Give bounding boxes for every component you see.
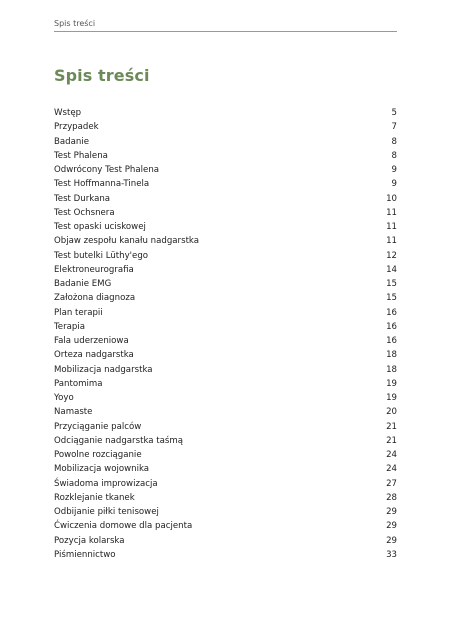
toc-entry-page: 33 — [386, 549, 397, 560]
running-header: Spis treści — [54, 19, 96, 28]
toc-entry[interactable] — [54, 320, 397, 334]
toc-entry-page: 11 — [386, 222, 397, 232]
toc-entry-page: 18 — [386, 350, 397, 361]
toc-entry-title: Yoyo — [54, 393, 74, 403]
toc-entry-page: 9 — [391, 179, 397, 190]
toc-entry[interactable] — [54, 377, 397, 391]
toc-entry[interactable] — [54, 491, 397, 505]
toc-entry-page: 5 — [391, 108, 397, 118]
toc-entry-page: 16 — [386, 307, 397, 318]
toc-entry[interactable] — [54, 177, 397, 191]
toc-entry-title: Powolne rozciąganie — [54, 450, 142, 460]
toc-entry-title: Piśmiennictwo — [54, 549, 116, 560]
toc-entry-title: Plan terapii — [54, 307, 103, 318]
toc-entry-title: Elektroneurografia — [54, 264, 134, 275]
toc-entry-title: Badanie — [54, 136, 90, 147]
toc-entry[interactable] — [54, 263, 397, 277]
toc-entry[interactable] — [54, 149, 397, 163]
toc-entry-title: Przypadek — [54, 122, 99, 133]
toc-entry[interactable] — [54, 220, 397, 234]
toc-entry-page: 11 — [386, 236, 397, 247]
toc-entry-page: 11 — [386, 207, 397, 218]
toc-entry-page: 29 — [386, 521, 397, 532]
toc-entry-page: 15 — [386, 279, 397, 289]
toc-entry-title: Ćwiczenia domowe dla pacjenta — [54, 521, 193, 532]
toc-entry-page: 10 — [386, 193, 397, 204]
toc-entry-title: Badanie EMG — [54, 279, 112, 289]
toc-entry[interactable] — [54, 192, 397, 206]
toc-entry-title: Mobilizacja nadgarstka — [54, 364, 153, 375]
toc-entry[interactable] — [54, 405, 397, 419]
toc-entry-title: Test Hoffmanna-Tinela — [54, 179, 150, 190]
toc-entry[interactable] — [54, 534, 397, 548]
toc-entry-page: 12 — [386, 250, 397, 261]
toc-entry-page: 9 — [391, 165, 397, 175]
toc-entry[interactable] — [54, 448, 397, 462]
toc-entry[interactable] — [54, 206, 397, 220]
toc-entry-title: Świadoma improwizacja — [54, 478, 158, 489]
toc-entry-title: Odwrócony Test Phalena — [54, 165, 160, 175]
header-divider — [54, 31, 397, 32]
toc-entry-page: 24 — [386, 464, 397, 475]
toc-entry-title: Test Phalena — [54, 150, 108, 161]
toc-entry[interactable] — [54, 348, 397, 362]
toc-entry-title: Rozklejanie tkanek — [54, 492, 135, 503]
toc-entry[interactable] — [54, 291, 397, 305]
toc-entry-page: 29 — [386, 507, 397, 517]
toc-entry-page: 7 — [391, 122, 397, 133]
toc-entry-title: Test opaski uciskowej — [54, 222, 146, 232]
toc-entry[interactable] — [54, 363, 397, 377]
toc-entry-page: 27 — [386, 478, 397, 489]
toc-entry-title: Założona diagnoza — [54, 293, 136, 304]
toc-entry-title: Test butelki Lüthy'ego — [54, 250, 149, 261]
toc-entry-title: Terapia — [54, 321, 85, 332]
toc-entry-page: 29 — [386, 535, 397, 546]
toc-entry-title: Pozycja kolarska — [54, 535, 125, 546]
toc-entry[interactable] — [54, 420, 397, 434]
toc-entry[interactable] — [54, 548, 397, 562]
toc-entry[interactable] — [54, 477, 397, 491]
toc-entry-page: 21 — [386, 435, 397, 446]
toc-entry-title: Przyciąganie palców — [54, 421, 142, 432]
toc-entry-page: 20 — [386, 407, 397, 418]
toc-entry[interactable] — [54, 462, 397, 476]
toc-entry[interactable] — [54, 434, 397, 448]
toc-entry-title: Test Ochsnera — [54, 207, 115, 218]
toc-entry-title: Mobilizacja wojownika — [54, 464, 150, 475]
toc-entry-title: Odbijanie piłki tenisowej — [54, 507, 159, 517]
toc-entry-page: 16 — [386, 336, 397, 346]
toc-entry-page: 15 — [386, 293, 397, 304]
table-of-contents — [54, 106, 397, 562]
toc-entry-title: Namaste — [54, 407, 93, 418]
toc-entry-page: 19 — [386, 378, 397, 389]
toc-entry[interactable] — [54, 306, 397, 320]
toc-entry[interactable] — [54, 120, 397, 134]
toc-entry-title: Orteza nadgarstka — [54, 350, 134, 361]
toc-entry[interactable] — [54, 334, 397, 348]
toc-entry-title: Objaw zespołu kanału nadgarstka — [54, 236, 200, 247]
toc-entry-page: 19 — [386, 393, 397, 403]
toc-entry-page: 28 — [386, 492, 397, 503]
toc-entry-page: 18 — [386, 364, 397, 375]
toc-entry[interactable] — [54, 391, 397, 405]
toc-entry-title: Wstęp — [54, 108, 82, 118]
toc-entry-title: Odciąganie nadgarstka taśmą — [54, 435, 184, 446]
toc-entry-title: Pantomima — [54, 378, 103, 389]
toc-entry[interactable] — [54, 277, 397, 291]
toc-entry[interactable] — [54, 519, 397, 533]
toc-entry-page: 16 — [386, 321, 397, 332]
toc-entry-page: 8 — [391, 150, 397, 161]
toc-entry[interactable] — [54, 163, 397, 177]
toc-entry-page: 21 — [386, 421, 397, 432]
toc-entry[interactable] — [54, 249, 397, 263]
toc-entry[interactable] — [54, 505, 397, 519]
toc-entry-page: 14 — [386, 264, 397, 275]
toc-entry[interactable] — [54, 106, 397, 120]
toc-entry-title: Test Durkana — [54, 193, 111, 204]
toc-entry-page: 8 — [391, 136, 397, 147]
page-title: Spis treści — [54, 66, 150, 85]
toc-entry-page: 24 — [386, 450, 397, 460]
toc-entry-title: Fala uderzeniowa — [54, 336, 129, 346]
toc-entry[interactable] — [54, 234, 397, 248]
toc-entry[interactable] — [54, 135, 397, 149]
